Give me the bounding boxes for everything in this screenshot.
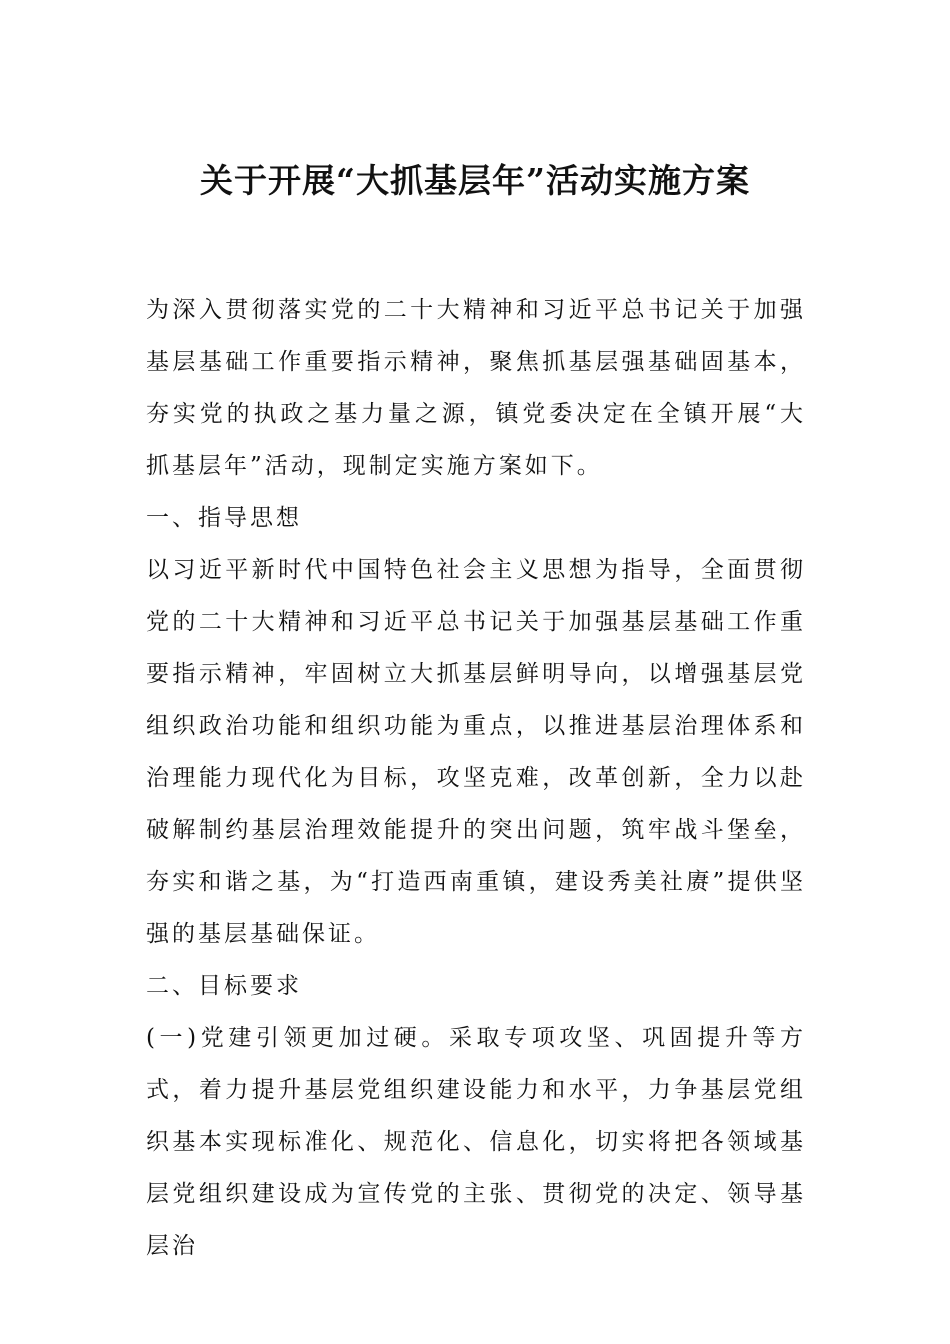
intro-paragraph: 为深入贯彻落实党的二十大精神和习近平总书记关于加强基层基础工作重要指示精神，聚焦抓基层强基础固基本，夯实党的执政之基力量之源，镇党委决定在全镇开展“大抓基层年”活动，现制定实施方案如下。 bbox=[146, 297, 806, 479]
section-heading-guiding-ideology: 一、指导思想 bbox=[146, 505, 302, 531]
guiding-ideology-paragraph: 以习近平新时代中国特色社会主义思想为指导，全面贯彻党的二十大精神和习近平总书记关于加强基层基础工作重要指示精神，牢固树立大抓基层鲜明导向，以增强基层党组织政治功能和组织功能为重点，以推进基层治理体系和治理能力现代化为目标，攻坚克难，改革创新，全力以赴破解制约基层治理效能提升的突出问题，筑牢战斗堡垒，夯实和谐之基，为“打造西南重镇，建设秀美社赓”提供坚强的基层基础保证。 bbox=[146, 557, 806, 947]
goals-paragraph: (一)党建引领更加过硬。采取专项攻坚、巩固提升等方式，着力提升基层党组织建设能力和水平，力争基层党组织基本实现标准化、规范化、信息化，切实将把各领域基层党组织建设成为宣传党的主张、贯彻党的决定、领导基层治 bbox=[146, 1025, 806, 1259]
document-title: 关于开展“大抓基层年”活动实施方案 bbox=[200, 161, 750, 200]
document-body bbox=[146, 284, 806, 1272]
section-heading-goals: 二、目标要求 bbox=[146, 973, 302, 999]
